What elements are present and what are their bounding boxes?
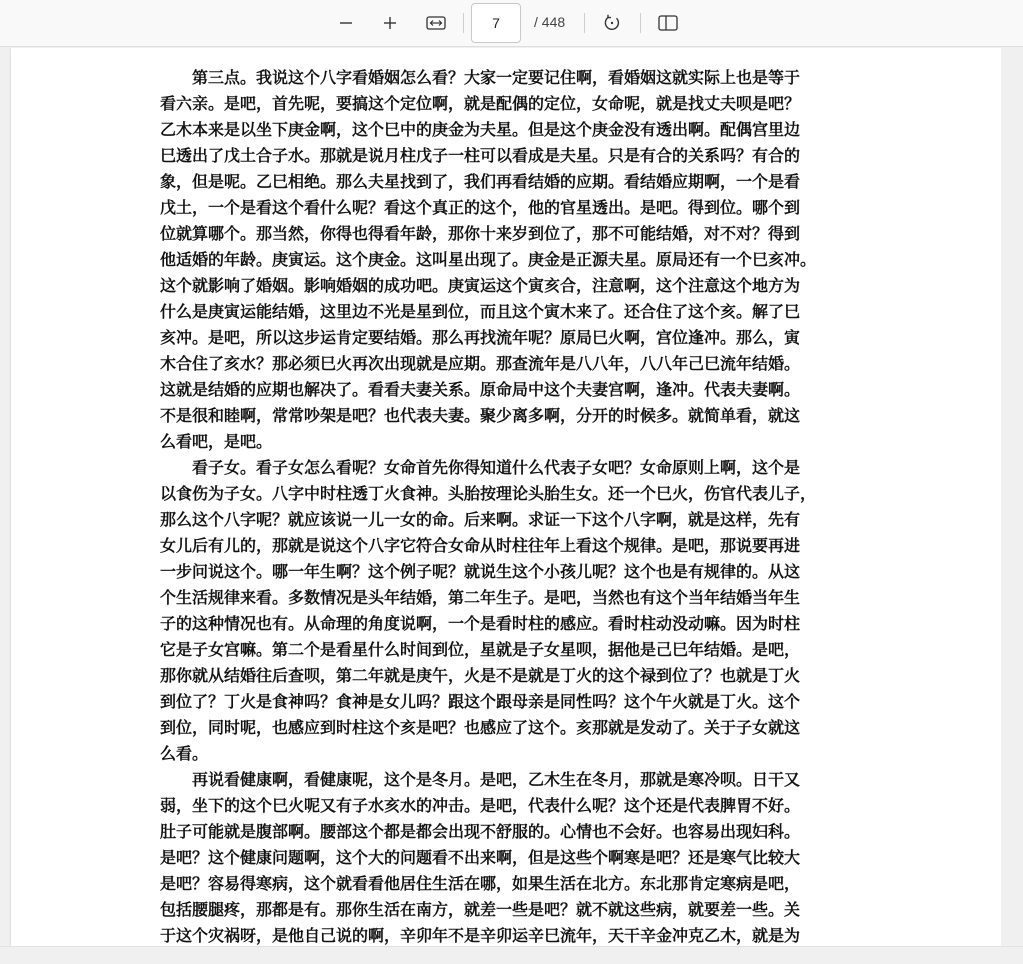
- rotate-button[interactable]: [597, 8, 627, 38]
- paragraph-children: 看子女。看子女怎么看呢？女命首先你得知道什么代表子女吧？女命原则上啊，这个是 以食伤为子女。八字中时柱透丁火食神。头胎按理论头胎生女。还一个巳火，伤官代表儿子， 那么这个八字呢？就应该说一儿一女的命。后来啊。求证一下这个八字啊，就是这样，先有 女儿后有儿的，那就是说这个八字它符合女命从时柱往年上看这个规律。是吧，那说要再进 一步问说这个。哪一年生啊？这个例子呢？就说生这个小孩儿呢？这个也是有规律的。从这 个生活规律来看。多数情况是头年结婚，第二年生子。是吧，当然也有这个当年结婚当年生 子的这种情况也有。从命理的角度说啊，一个是看时柱的感应。看时柱动没动嘛。因为时柱 它是子女宫嘛。第二个是看星什么时间到位，星就是子女星呗，据他是己巳年结婚。是吧， 那你就从结婚往后查呗，第二年就是庚午，火是不是就是丁火的这个禄到位了？也就是丁火 到位了？丁火是食神吗？食神是女儿吗？跟这个跟母亲是同性吗？这个午火就是丁火。这个 到位，同时呢，也感应到时柱这个亥是吧？也感应了这个。亥那就是发动了。关于子女就这 么看。: [160, 458, 817, 763]
- zoom-in-button[interactable]: [375, 8, 405, 38]
- fit-width-button[interactable]: [421, 8, 451, 38]
- paragraph-marriage: 第三点。我说这个八字看婚姻怎么看？大家一定要记住啊，看婚姻这就实际上也是等于 看六亲。是吧，首先呢，要搞这个定位啊，就是配偶的定位，女命呢，就是找丈夫呗是吧？ 乙木本来是以坐下庚金啊，这个巳中的庚金为夫星。但是这个庚金没有透出啊。配偶宫里边 巳透出了戊土合子水。那就是说月柱戊子一柱可以看成是夫星。只是有合的关系吗？有合的 象，但是呢。乙巳相绝。那么夫星找到了，我们再看结婚的应期。看结婚应期啊，一个是看 戊土，一个是看这个看什么呢？看这个真正的这个，他的官星透出。是吧。得到位。哪个到 位就算哪个。那当然，你得也得看年龄，那你十来岁到位了，那不可能结婚，对不对？得到 他适婚的年龄。庚寅运。这个庚金。这叫星出现了。庚金是正源夫星。原局还有一个巳亥冲。 这个就影响了婚姻。影响婚姻的成功吧。庚寅运这个寅亥合，注意啊，这个注意这个地方为 什么是庚寅运能结婚，这里边不光是星到位，而且这个寅木来了。还合住了这个亥。解了巳 亥冲。是吧，所以这步运肯定要结婚。那么再找流年呢？原局巳火啊，宫位逢冲。那么，寅 木合住了亥水？那必须巳火再次出现就是应期。那查流年是八八年，八八年己巳流年结婚。 这就是结婚的应期也解决了。看看夫妻关系。原命局中这个夫妻宫啊，逢冲。代表夫妻啊。 不是很和睦啊，常常吵架是吧？也代表夫妻。聚少离多啊，分开的时候多。就简单看，就这 么看吧，是吧。: [160, 68, 817, 451]
- zoom-out-button[interactable]: [331, 8, 361, 38]
- two-page-view-icon: [657, 14, 679, 32]
- page-text: [160, 65, 853, 946]
- plus-icon: [382, 15, 398, 31]
- document-viewer[interactable]: [0, 48, 1023, 946]
- document-page: [11, 48, 1001, 946]
- toolbar-divider: [640, 13, 641, 33]
- toolbar-divider: [463, 13, 464, 33]
- minus-icon: [338, 15, 354, 31]
- two-page-view-button[interactable]: [653, 8, 683, 38]
- page-number-input[interactable]: [471, 3, 521, 43]
- pdf-toolbar: [0, 0, 1023, 47]
- paragraph-health: 再说看健康啊，看健康呢，这个是冬月。是吧，乙木生在冬月，那就是寒冷呗。日干又 弱，坐下的这个巳火呢又有子水亥水的冲击。是吧，代表什么呢？这个还是代表脾胃不好。 肚子可能就是腹部啊。腰部这个都是都会出现不舒服的。心情也不会好。也容易出现妇科。 是吧？这个健康问题啊，这个大的问题看不出来啊，但是这些个啊寒是吧？还是寒气比较大 是吧？容易得寒病，这个就看看他居住生活在哪，如果生活在北方。东北那肯定寒病是吧， 包括腰腿疼，那都是有。那你生活在南方，就差一些是吧？就不就这些病，就要差一些。关 于这个灾祸呀，是他自己说的啊，辛卯年不是辛卯运辛巳流年，天干辛金冲克乙木，就是为: [160, 770, 801, 945]
- horizontal-scrollbar[interactable]: [0, 946, 1023, 964]
- toolbar-divider: [584, 13, 585, 33]
- vertical-scrollbar[interactable]: [1001, 48, 1023, 946]
- page-total-label: / 448: [534, 14, 566, 30]
- fit-width-icon: [426, 15, 446, 31]
- rotate-icon: [602, 13, 622, 33]
